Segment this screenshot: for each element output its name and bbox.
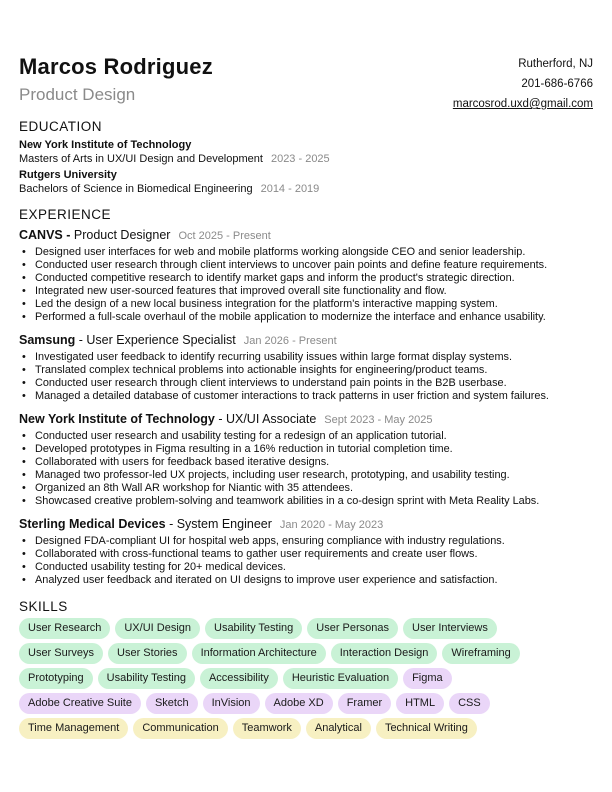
company-name: Samsung (19, 333, 76, 347)
skill-chip: InVision (203, 693, 260, 714)
job-dates: Sept 2023 - May 2025 (324, 414, 433, 426)
degree-name: Masters of Arts in UX/UI Design and Development (19, 153, 263, 165)
skill-chip: Framer (338, 693, 391, 714)
company-name: Sterling Medical Devices (19, 517, 166, 531)
skill-row (19, 643, 593, 664)
job-entry-canvs (19, 227, 600, 325)
skill-chip: Adobe Creative Suite (19, 693, 141, 714)
company-name: CANVS - (19, 228, 71, 242)
job-title: Product Designer (70, 228, 171, 242)
job-bullet: • Conducted usability testing for 20+ medical devices. (19, 561, 600, 574)
job-bullets (19, 351, 600, 403)
skill-chip: Figma (403, 668, 452, 689)
job-bullets (19, 430, 600, 509)
skill-chip: HTML (396, 693, 444, 714)
job-bullet: • Led the design of a new local business integration for the platform's interactive mapping system. (19, 298, 600, 311)
job-dates: Oct 2025 - Present (178, 230, 271, 242)
job-dates: Jan 2020 - May 2023 (279, 519, 384, 531)
skill-chip: Accessibility (200, 668, 278, 689)
job-bullet: • Collaborated with cross-functional teams to gather user requirements and create user flows. (19, 548, 600, 561)
skill-row (19, 668, 593, 689)
job-header (19, 411, 600, 428)
education-item (19, 139, 593, 167)
contact-info (453, 54, 593, 114)
job-bullet: • Collaborated with users for feedback based iterative designs. (19, 456, 600, 469)
skill-chip: User Stories (108, 643, 187, 664)
education-dates: 2023 - 2025 (270, 153, 330, 165)
job-bullet: • Developed prototypes in Figma resulting in a 16% reduction in tutorial completion time. (19, 443, 600, 456)
education-heading: EDUCATION (19, 119, 103, 134)
skill-chip: UX/UI Design (115, 618, 200, 639)
degree (19, 152, 593, 167)
skill-chip: Adobe XD (265, 693, 333, 714)
job-bullet: • Translated complex technical problems into actionable insights for engineering/product teams. (19, 364, 600, 377)
job-bullet: • Conducted competitive research to identify market gaps and inform the product's strategic direction. (19, 272, 600, 285)
job-entry-sterling (19, 516, 600, 587)
skill-row (19, 718, 593, 739)
job-header (19, 516, 600, 533)
skill-chip: User Personas (307, 618, 398, 639)
school-name: New York Institute of Technology (19, 139, 192, 151)
skill-row (19, 693, 593, 714)
education-dates: 2014 - 2019 (260, 183, 320, 195)
skill-chip: Heuristic Evaluation (283, 668, 398, 689)
company-name: New York Institute of Technology (19, 412, 215, 426)
degree (19, 182, 593, 197)
job-bullet: • Conducted user research through client interviews to understand pain points in the B2B userbase. (19, 377, 600, 390)
job-bullet: • Analyzed user feedback and iterated on UI designs to improve user experience and satisfaction. (19, 574, 600, 587)
job-bullet: • Designed FDA-compliant UI for hospital web apps, ensuring compliance with industry regulations. (19, 535, 600, 548)
email-link[interactable]: marcosrod.uxd@gmail.com (452, 98, 593, 110)
skill-chip: Technical Writing (376, 718, 477, 739)
job-bullet: • Managed a detailed database of customer interactions to track patterns in user friction and system failures. (19, 390, 600, 403)
job-bullets (19, 535, 600, 587)
skill-chip: Teamwork (233, 718, 301, 739)
candidate-role: Product Design (19, 85, 136, 104)
job-bullet: • Conducted user research through client interviews to uncover pain points and define feature requirements. (19, 259, 600, 272)
job-bullet: • Managed two professor-led UX projects, including user research, prototyping, and usability testing. (19, 469, 600, 482)
degree-name: Bachelors of Science in Biomedical Engineering (19, 183, 253, 195)
job-bullet: • Performed a full-scale overhaul of the mobile application to modernize the interface and enhance usability. (19, 311, 600, 324)
school-name: Rutgers University (19, 169, 117, 181)
skills-heading: SKILLS (19, 599, 68, 614)
job-entry-samsung (19, 332, 600, 403)
job-entry-nyit (19, 411, 600, 509)
skill-chip: Sketch (146, 693, 198, 714)
skill-chip: User Surveys (19, 643, 103, 664)
skill-chip: Analytical (306, 718, 371, 739)
skill-row (19, 618, 593, 639)
location: Rutherford, NJ (518, 58, 593, 70)
skill-chip: Prototyping (19, 668, 93, 689)
job-title: - User Experience Specialist (75, 333, 236, 347)
phone-number: 201-686-6766 (521, 78, 593, 90)
job-header (19, 227, 600, 244)
job-bullet: • Organized an 8th Wall AR workshop for Niantic with 35 attendees. (19, 482, 600, 495)
education-item (19, 169, 593, 197)
job-title: - System Engineer (165, 517, 272, 531)
job-title: - UX/UI Associate (214, 412, 317, 426)
skill-chip: Wireframing (442, 643, 519, 664)
experience-heading: EXPERIENCE (19, 207, 112, 222)
job-bullet: • Designed user interfaces for web and mobile platforms working alongside CEO and senior leadership. (19, 246, 600, 259)
job-bullet: • Showcased creative problem-solving and teamwork abilities in a co-design sprint with Meta Reality Labs. (19, 495, 600, 508)
skill-chip: Usability Testing (205, 618, 302, 639)
skill-chip: User Research (19, 618, 110, 639)
skill-chip: Interaction Design (331, 643, 438, 664)
job-bullets (19, 246, 600, 325)
job-bullet: • Integrated new user-sourced features that improved overall site functionality and flow. (19, 285, 600, 298)
job-header (19, 332, 600, 349)
skill-chip: Communication (133, 718, 227, 739)
skill-chip: User Interviews (403, 618, 497, 639)
resume-header (19, 54, 593, 110)
candidate-name: Marcos Rodriguez (19, 54, 213, 79)
skill-chip: CSS (449, 693, 490, 714)
job-bullet: • Investigated user feedback to identify recurring usability issues within large format display systems. (19, 351, 600, 364)
skill-chip: Time Management (19, 718, 128, 739)
skill-chip: Information Architecture (192, 643, 326, 664)
job-dates: Jan 2026 - Present (243, 335, 337, 347)
job-bullet: • Conducted user research and usability testing for a redesign of an application tutorial. (19, 430, 600, 443)
skills-list (19, 618, 593, 743)
skill-chip: Usability Testing (98, 668, 195, 689)
